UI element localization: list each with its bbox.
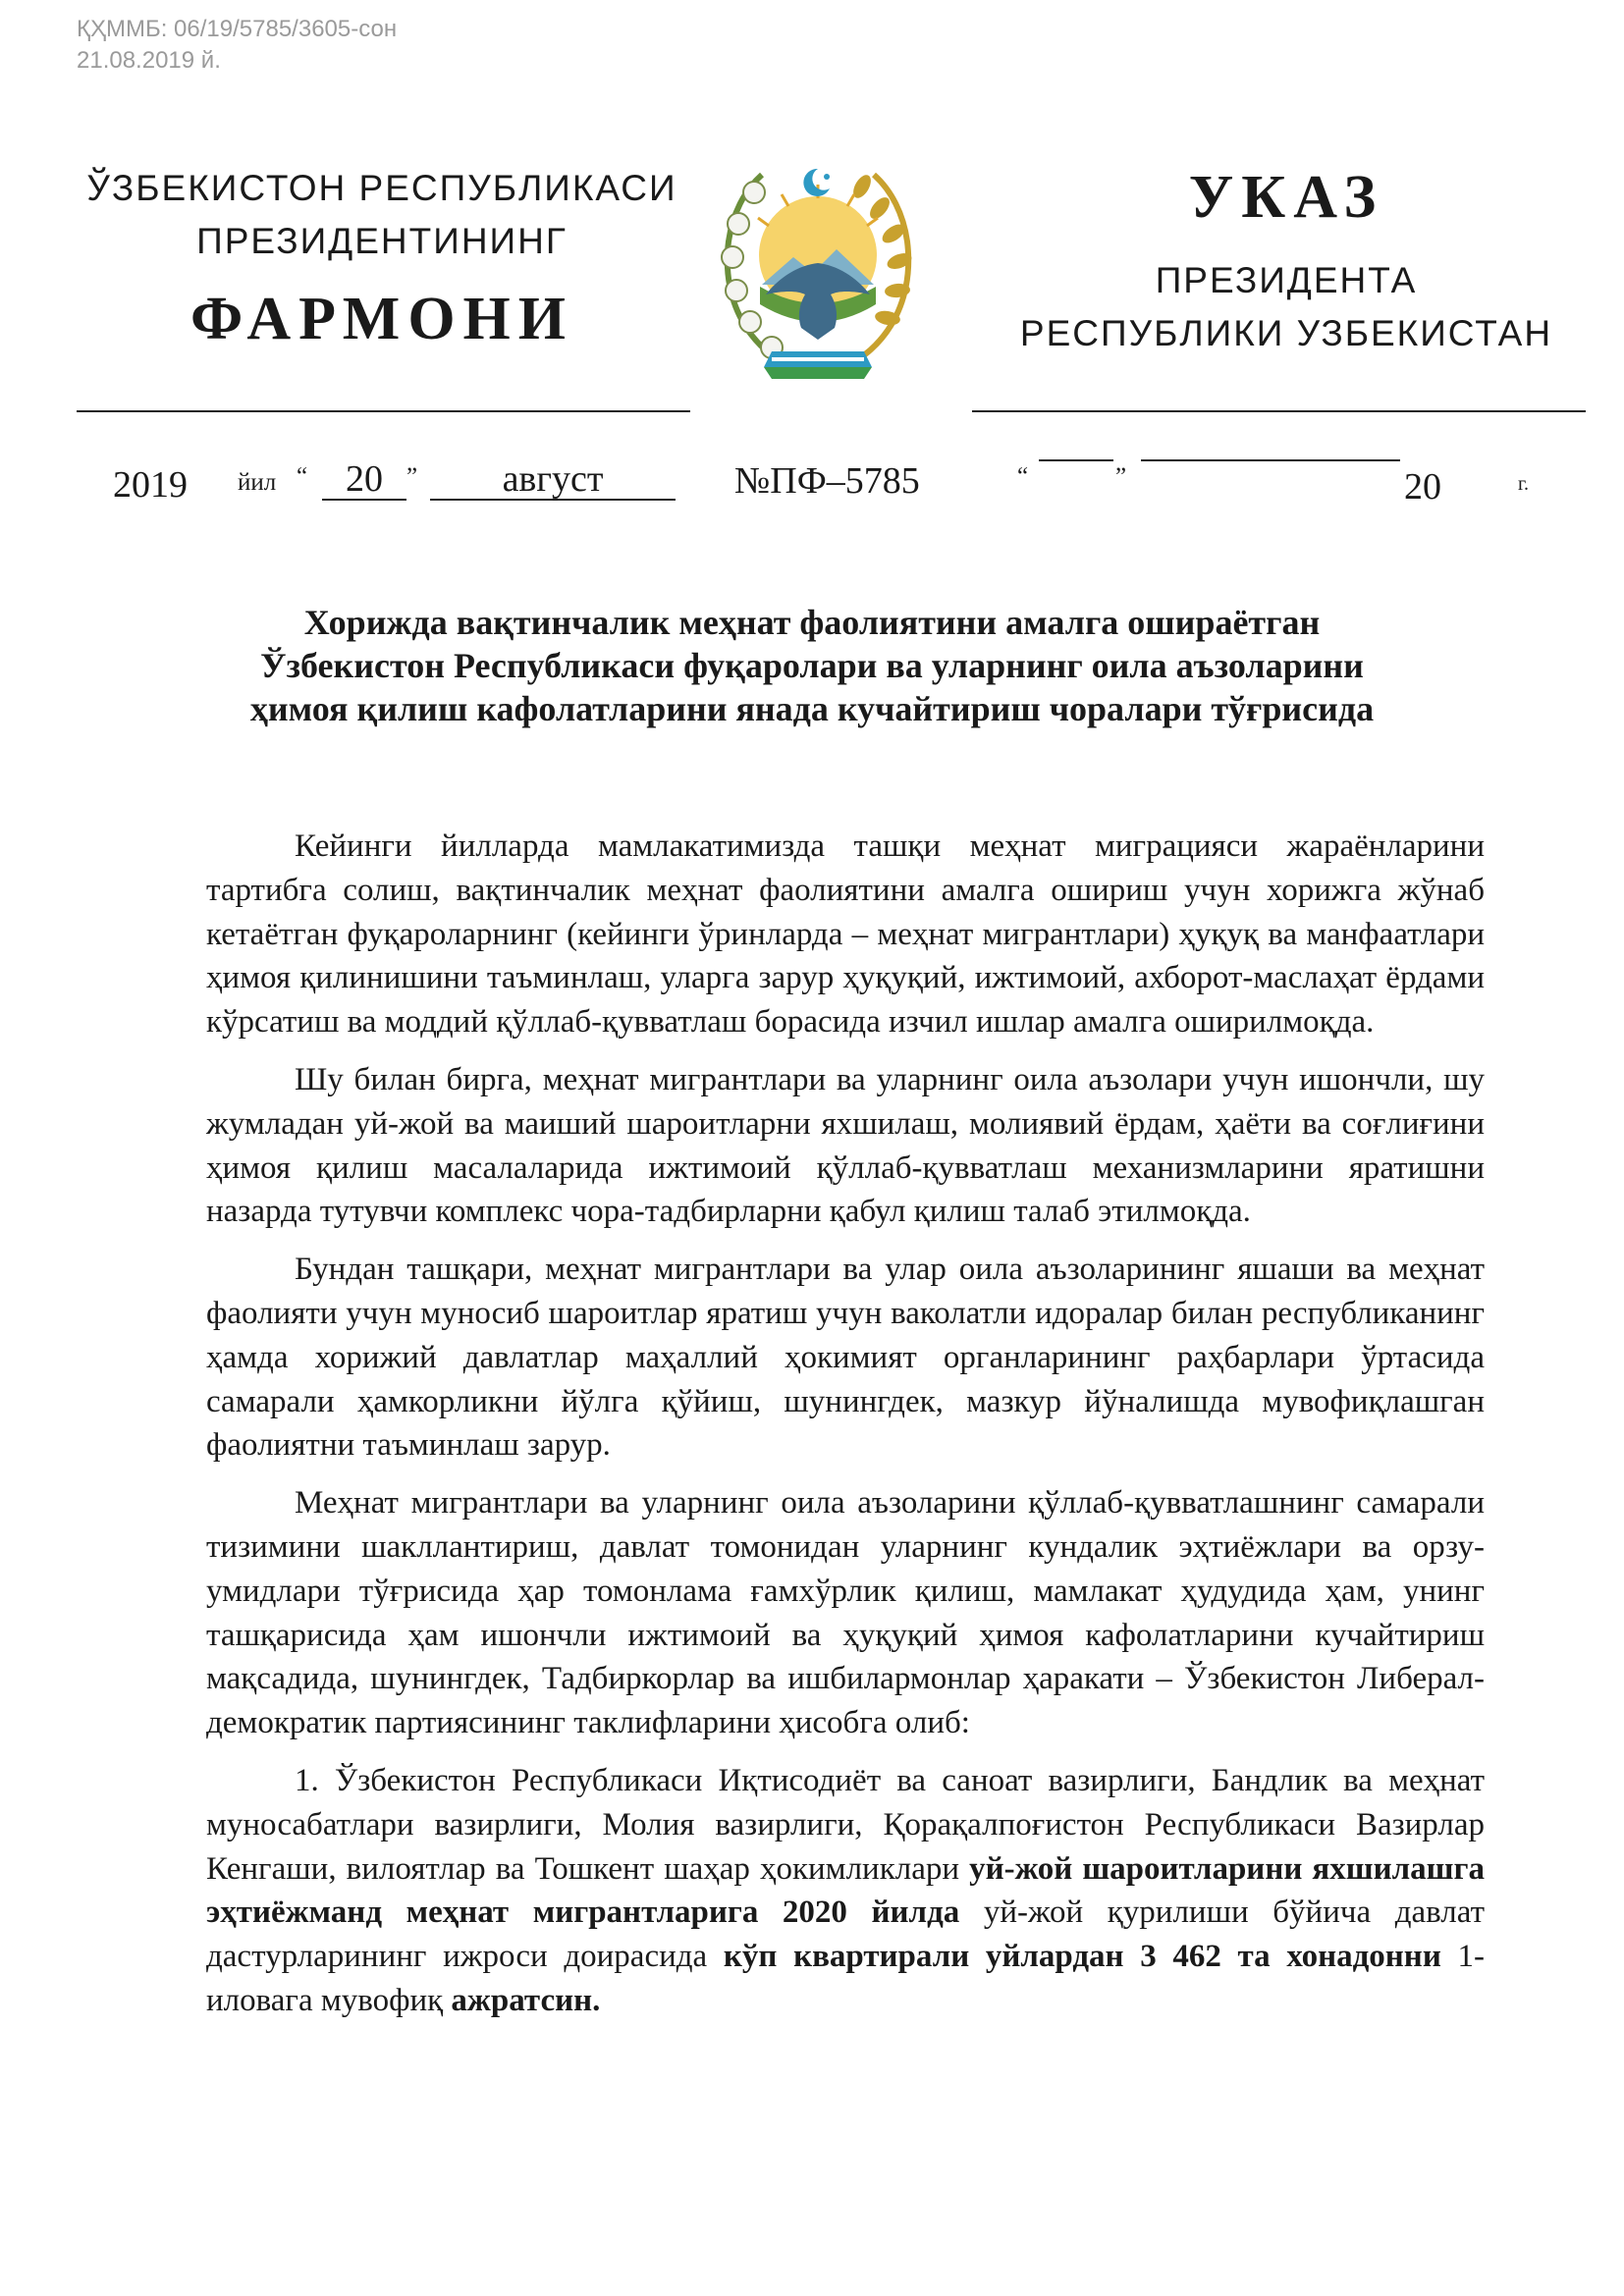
item-1-bold-apartments: кўп квартирали уйлардан 3 462 та хонадонни: [723, 1939, 1441, 1975]
decree-title-line3: ҳимоя қилиш кафолатларини янада кучайтириш чоралари тўғрисида: [249, 689, 1375, 728]
item-1-bold-allocate: ажратсин.: [451, 1982, 601, 2018]
decree-year: 2019: [113, 464, 188, 506]
ru-day-open-quote: “: [1017, 463, 1029, 490]
item-1-annex-ref: 1-иловага мувофиқ: [206, 1939, 1486, 2018]
item-1-program: уй-жой қурилиши бўйича давлат дастурларининг ижроси доирасида: [206, 1895, 1485, 1975]
ru-day-blank: [1039, 459, 1113, 461]
header-uz-title: ФАРМОНИ: [189, 286, 573, 352]
paragraph-4: Меҳнат мигрантлари ва уларнинг оила аъзоларини қўллаб-қувватлашнинг самарали тизимини шакллантириш, давлат томонидан уларнинг кундалик эҳтиёжлари ва орзу-умидлари тўғрисида ҳар томонлама ғамхўрлик қилиш, мамлакат ҳудудида ҳам, унинг ташқарисида ҳам ишончли ижтимоий ва ҳуқуқий ҳимоя кафолатларини кучайтириш мақсадида, шунингдек, Тадбиркорлар ва ишбилармонлар ҳаракати – Ўзбекистон Либерал-демократик партиясининг таклифларини ҳисобга олиб:: [206, 1485, 1485, 1741]
header-divider-right: [972, 410, 1586, 412]
decree-number: №ПФ–5785: [734, 460, 920, 502]
day-open-quote: “: [297, 463, 308, 490]
stamp-date: 21.08.2019 й.: [77, 47, 221, 74]
header-ru-title: УКАЗ: [1188, 164, 1384, 231]
header-ru-line2: РЕСПУБЛИКИ УЗБЕКИСТАН: [1019, 313, 1553, 353]
decree-title-line1: Хорижда вақтинчалик меҳнат фаолиятини амалга ошираётган: [303, 603, 1321, 642]
header-uz-line1: ЎЗБЕКИСТОН РЕСПУБЛИКАСИ: [86, 168, 677, 208]
dateline: [0, 459, 1624, 508]
decree-title: [118, 601, 1506, 730]
ru-year-abbrev: г.: [1518, 473, 1529, 495]
item-1-intro: 1. Ўзбекистон Республикаси Иқтисодиёт ва саноат вазирлиги, Бандлик ва меҳнат муносабатлари вазирлиги, Молия вазирлиги, Қорақалпоғистон Республикаси Вазирлар Кенгаши, вилоятлар ва Тошкент шаҳар ҳокимликлари: [206, 1762, 1485, 1887]
paragraph-3: Бундан ташқари, меҳнат мигрантлари ва улар оила аъзоларининг яшаши ва меҳнат фаолияти учун муносиб шароитлар яратиш учун ваколатли идоралар билан республиканинг ҳамда хорижий давлатлар маҳаллий ҳокимият органларининг раҳбарлари ўртасида самарали ҳамкорликни йўлга қўйиш, шунингдек, мазкур йўналишда мувофиқлашган фаолиятни таъминлаш зарур.: [206, 1252, 1485, 1464]
header-divider-left: [77, 410, 690, 412]
day-close-quote: ”: [406, 463, 418, 490]
header-russian: [972, 162, 1600, 360]
ru-month-blank: [1141, 459, 1400, 461]
stamp-registration-number: ҚҲММБ: 06/19/5785/3605-сон: [77, 16, 398, 42]
registration-stamp: [77, 14, 397, 77]
item-1-bold-housing: уй-жой шароитларини яхшилашга эҳтиёжманд меҳнат мигрантларига 2020 йилда: [206, 1850, 1486, 1931]
ru-day-close-quote: ”: [1115, 463, 1127, 490]
header-ru-line1: ПРЕЗИДЕНТА: [1155, 260, 1418, 300]
paragraph-2: Шу билан бирга, меҳнат мигрантлари ва уларнинг оила аъзолари учун ишончли, шу жумладан уй-жой ва маиший шароитларни яхшилаш, молиявий ёрдам, ҳаёти ва соғлиғини ҳимоя қилиш масалаларида ижтимоий қўллаб-қувватлаш механизмларини яратишни назарда тутувчи комплекс чора-тадбирларни қабул қилиш талаб этилмоқда.: [206, 1061, 1485, 1230]
decree-month: август: [430, 459, 676, 501]
decree-day: 20: [322, 459, 406, 501]
decree-body: [206, 825, 1485, 2037]
state-emblem-icon: [715, 147, 921, 393]
decree-title-line2: Ўзбекистон Республикаси фуқаролари ва уларнинг оила аъзоларини: [260, 646, 1364, 685]
year-word: йил: [238, 469, 277, 496]
header-uzbek: [77, 162, 687, 358]
ru-year: 20: [1404, 466, 1441, 507]
paragraph-5-item-1: [206, 1759, 1485, 2023]
header-uz-line2: ПРЕЗИДЕНТИНИНГ: [196, 221, 568, 261]
paragraph-1: Кейинги йилларда мамлакатимизда ташқи меҳнат миграцияси жараёнларини тартибга солиш, вақтинчалик меҳнат фаолиятини амалга ошириш учун хорижга жўнаб кетаётган фуқароларнинг (кейинги ўринларда – меҳнат мигрантлари) ҳуқуқ ва манфаатлари ҳимоя қилинишини таъминлаш, уларга зарур ҳуқуқий, ижтимоий, ахборот-маслаҳат ёрдами кўрсатиш ва моддий қўллаб-қувватлаш борасида изчил ишлар амалга оширилмоқда.: [206, 828, 1485, 1041]
